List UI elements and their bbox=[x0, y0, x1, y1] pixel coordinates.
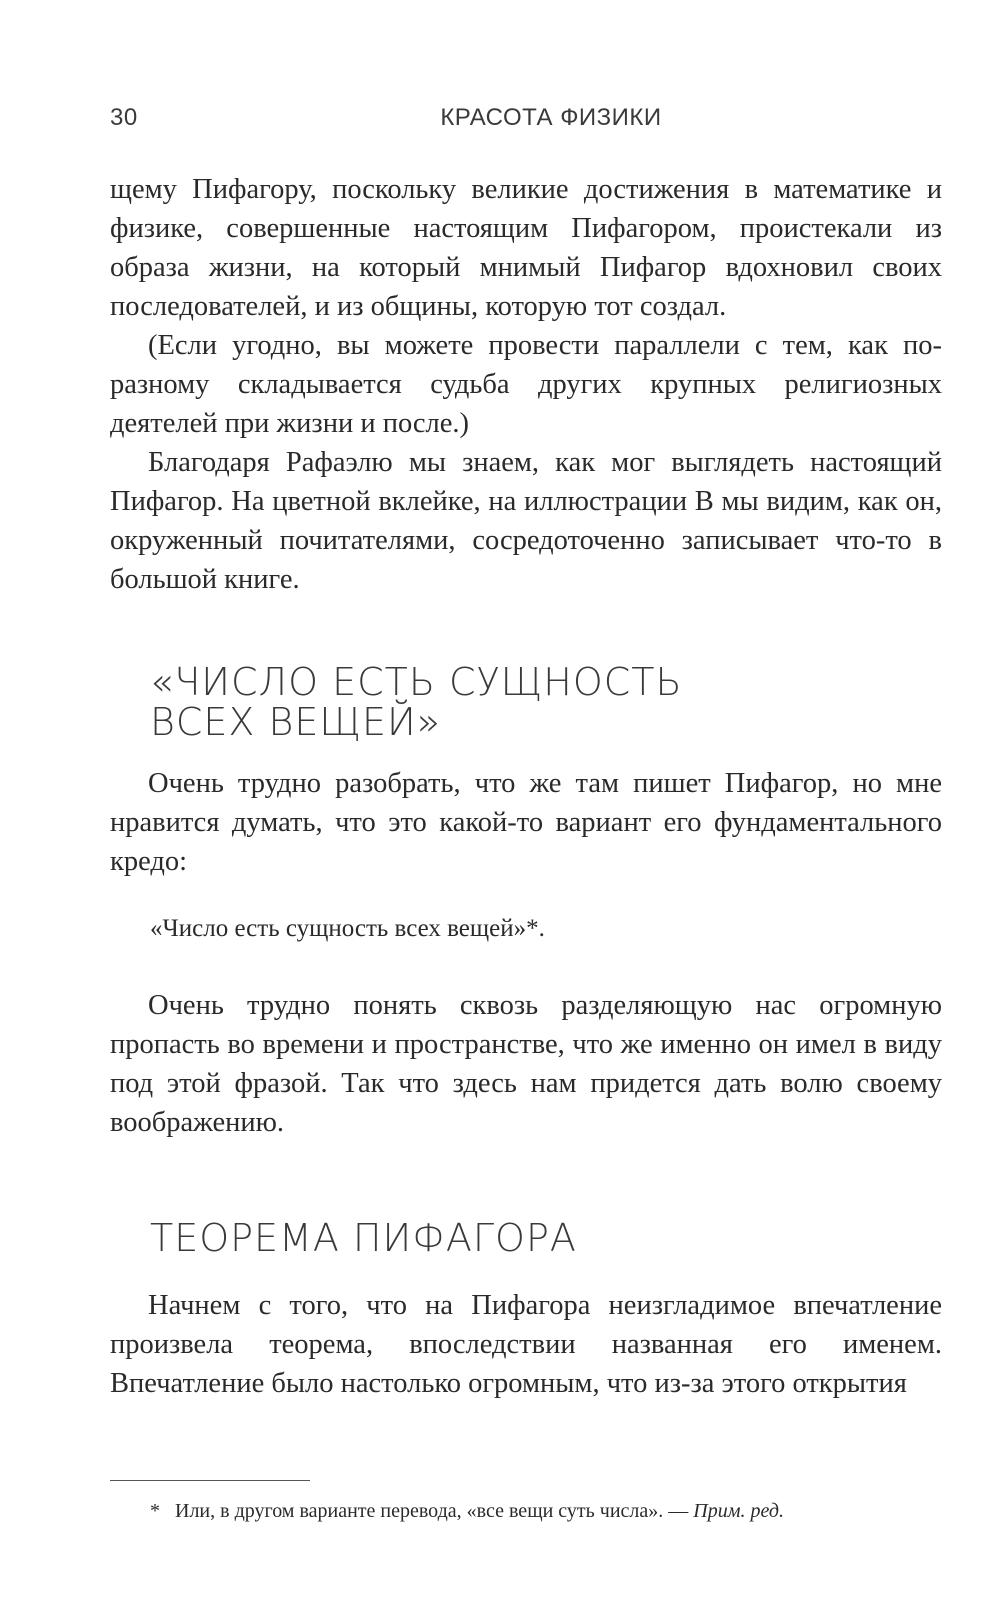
section1-paragraph-1 bbox=[110, 764, 942, 881]
footnote-editor-note: Прим. ред. bbox=[693, 1500, 784, 1522]
intro-paragraph-3: Благодаря Рафаэлю мы знаем, как мог выглядеть настоящий Пифагор. На цветной вклейке, на иллюстрации В мы видим, как он, окруженный почитателями, сосредоточенно записывает что-то в большой книге. bbox=[110, 447, 942, 595]
footnote-divider bbox=[110, 1480, 310, 1481]
book-title: КРАСОТА ФИЗИКИ bbox=[440, 104, 662, 131]
section-heading-line-2: ВСЕХ ВЕЩЕЙ» bbox=[150, 700, 441, 744]
footnote-mark: * bbox=[150, 1500, 160, 1522]
intro-paragraph-1: щему Пифагору, поскольку великие достижения в математике и физике, совершенные настоящим Пифагором, проистекали из образа жизни, на который мнимый Пифагор вдохновил своих последователей, и из общины, которую тот создал. bbox=[110, 174, 942, 322]
section1-paragraph-2-text: Очень трудно понять сквозь разделяющую нас огромную пропасть во времени и пространстве, что же именно он имел в виду под этой фразой. Так что здесь нам придется дать волю своему воображению. bbox=[110, 990, 942, 1138]
running-head bbox=[110, 104, 942, 140]
footnote bbox=[150, 1497, 784, 1525]
intro-text bbox=[110, 170, 942, 599]
credo-quote: «Число есть сущность всех вещей»*. bbox=[150, 915, 545, 942]
section-heading-pythagorean-theorem: ТЕОРЕМА ПИФАГОРА bbox=[150, 1216, 577, 1260]
section-heading-line-1: «ЧИСЛО ЕСТЬ СУЩНОСТЬ bbox=[150, 660, 683, 704]
footnote-text: Или, в другом варианте перевода, «все вещи суть числа». — bbox=[175, 1500, 689, 1522]
intro-paragraph-2: (Если угодно, вы можете провести параллели с тем, как по-разному складывается судьба других крупных религиозных деятелей при жизни и после.) bbox=[110, 330, 942, 439]
page-number: 30 bbox=[110, 104, 138, 131]
section-heading-number-essence bbox=[150, 662, 683, 742]
section2-paragraph-1 bbox=[110, 1286, 942, 1403]
section1-paragraph-1-text: Очень трудно разобрать, что же там пишет Пифагор, но мне нравится думать, что это какой-то вариант его фундаментального кредо: bbox=[110, 768, 942, 877]
section1-paragraph-2 bbox=[110, 986, 942, 1142]
section2-paragraph-1-text: Начнем с того, что на Пифагора неизгладимое впечатление произвела теорема, впоследствии названная его именем. Впечатление было настолько огромным, что из-за этого открытия bbox=[110, 1290, 942, 1399]
